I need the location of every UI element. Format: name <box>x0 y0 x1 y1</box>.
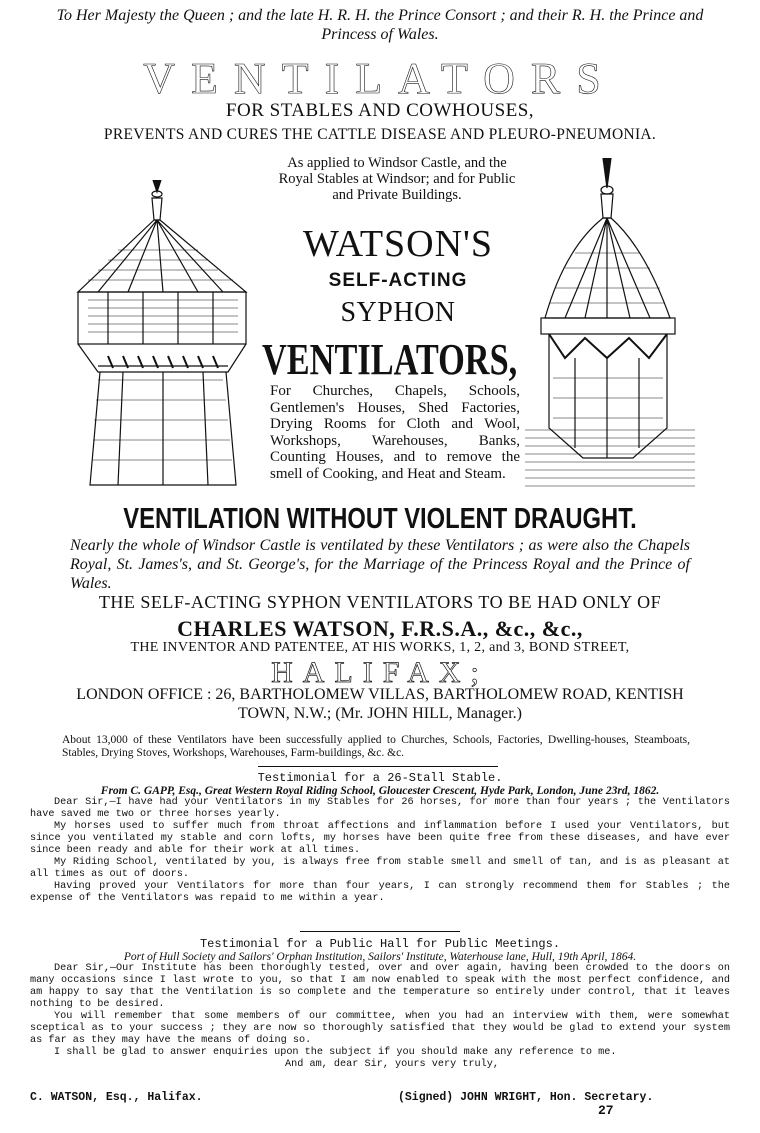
self-acting-label: SELF-ACTING <box>328 270 468 291</box>
testimonial-paragraph: My horses used to suffer much from throat affections and inflammation before I used your Ventilators, but since you ventilated my stable and corn lofts, my horses have been quite free from these diseases, and have ever since been ready and able for their work at all times. <box>30 821 730 856</box>
testimonial-heading: Testimonial for a 26-Stall Stable. <box>257 771 503 785</box>
divider <box>300 931 460 932</box>
testimonial-public-hall <box>30 938 730 1071</box>
applied-windsor-note: As applied to Windsor Castle, and the Royal Stables at Windsor; and for Public and Private Buildings. <box>278 155 516 203</box>
signature: (Signed) JOHN WRIGHT, Hon. Secretary. <box>398 1091 654 1104</box>
only-of-line: THE SELF-ACTING SYPHON VENTILATORS TO BE HAD ONLY OF <box>98 592 662 612</box>
addressee: C. WATSON, Esq., Halifax. <box>30 1091 203 1104</box>
testimonial-closing: And am, dear Sir, yours very truly, <box>285 1059 499 1070</box>
subtitle-stables: FOR STABLES AND COWHOUSES, <box>225 100 535 121</box>
syphon-label: SYPHON <box>340 297 456 328</box>
testimonial-paragraph: Dear Sir,—Our Institute has been thoroughly tested, over and over again, having been crowded to the doors on many occasions since I last wrote to you, so that I am now enabled to speak with the most perfect confidence, and am happy to say that the Ventilation is so complete and the temperature so entirely under control, that it leaves nothing to be desired. <box>30 963 730 1010</box>
testimonial-paragraph: I shall be glad to answer enquiries upon the subject if you should make any reference to me. <box>54 1047 617 1058</box>
testimonial-from: From C. GAPP, Esq., Great Western Royal Riding School, Gloucester Crescent, Hyde Park, London, June 23rd, 1862. <box>100 784 660 797</box>
testimonial-paragraph: Dear Sir,—I have had your Ventilators in my Stables for 26 horses, for more than four years ; the Ventilators have saved me two or three horses yearly. <box>30 797 730 820</box>
testimonial-heading: Testimonial for a Public Hall for Public Meetings. <box>199 937 561 951</box>
testimonial-paragraph: You will remember that some members of our committee, when you had an interview with them, were somewhat sceptical as to your success ; they are now so thoroughly satisfied that they would be glad to extend your system as far as they may have the means of doing so. <box>30 1011 730 1046</box>
main-title: VENTILATORS <box>143 54 617 103</box>
town-name: HALIFAX; <box>271 656 489 689</box>
divider <box>258 766 498 767</box>
dedication: To Her Majesty the Queen ; and the late H. R. H. the Prince Consort ; and their R. H. the Prince and Princess of Wales. <box>56 7 704 43</box>
right-ventilator-illustration <box>525 158 695 498</box>
product-name: VENTILATORS, <box>262 335 518 384</box>
about-paragraph: About 13,000 of these Ventilators have been successfully applied to Churches, Schools, Factories, Dwelling-houses, Steamboats, Stables, Drying Stoves, Workshops, Warehouses, Farm-buildings, &c. &c. <box>62 734 690 759</box>
windsor-note: Nearly the whole of Windsor Castle is ventilated by these Ventilators ; as were also the Chapels Royal, St. James's, and St. George's, for the Marriage of the Princess Royal and the Prince of Wales. <box>70 537 690 592</box>
uses-list: For Churches, Chapels, Schools, Gentlemen's Houses, Shed Factories, Drying Rooms for Cloth and Wool, Workshops, Warehouses, Banks, Counting Houses, and to remove the smell of Cooking, and Heat and Steam. <box>270 383 520 482</box>
inventor-address: THE INVENTOR AND PATENTEE, AT HIS WORKS, 1, 2, and 3, BOND STREET, <box>130 640 630 655</box>
subtitle-cattle-disease: PREVENTS AND CURES THE CATTLE DISEASE AND PLEURO-PNEUMONIA. <box>103 126 657 143</box>
maker-name: CHARLES WATSON, F.R.S.A., &c., &c., <box>177 616 583 641</box>
banner-headline: VENTILATION WITHOUT VIOLENT DRAUGHT. <box>123 503 637 535</box>
left-ventilator-illustration <box>68 180 263 500</box>
london-office: LONDON OFFICE : 26, BARTHOLOMEW VILLAS, BARTHOLOMEW ROAD, KENTISH TOWN, N.W.; (Mr. JOHN HILL, Manager.) <box>76 686 684 722</box>
testimonial-stable <box>30 772 730 905</box>
page-number: 27 <box>598 1103 614 1118</box>
testimonial-paragraph: Having proved your Ventilators for more than four years, I can strongly recommend them for Stables ; the expense of the Ventilators was repaid to me within a year. <box>30 881 730 904</box>
brand-name: WATSON'S <box>302 223 494 265</box>
testimonial-paragraph: My Riding School, ventilated by you, is always free from stable smell and smell of tan, and is as pleasant at all times as out of doors. <box>30 857 730 880</box>
testimonial-from: Port of Hull Society and Sailors' Orphan Institution, Sailors' Institute, Waterhouse lane, Hull, 19th April, 1864. <box>123 950 637 963</box>
